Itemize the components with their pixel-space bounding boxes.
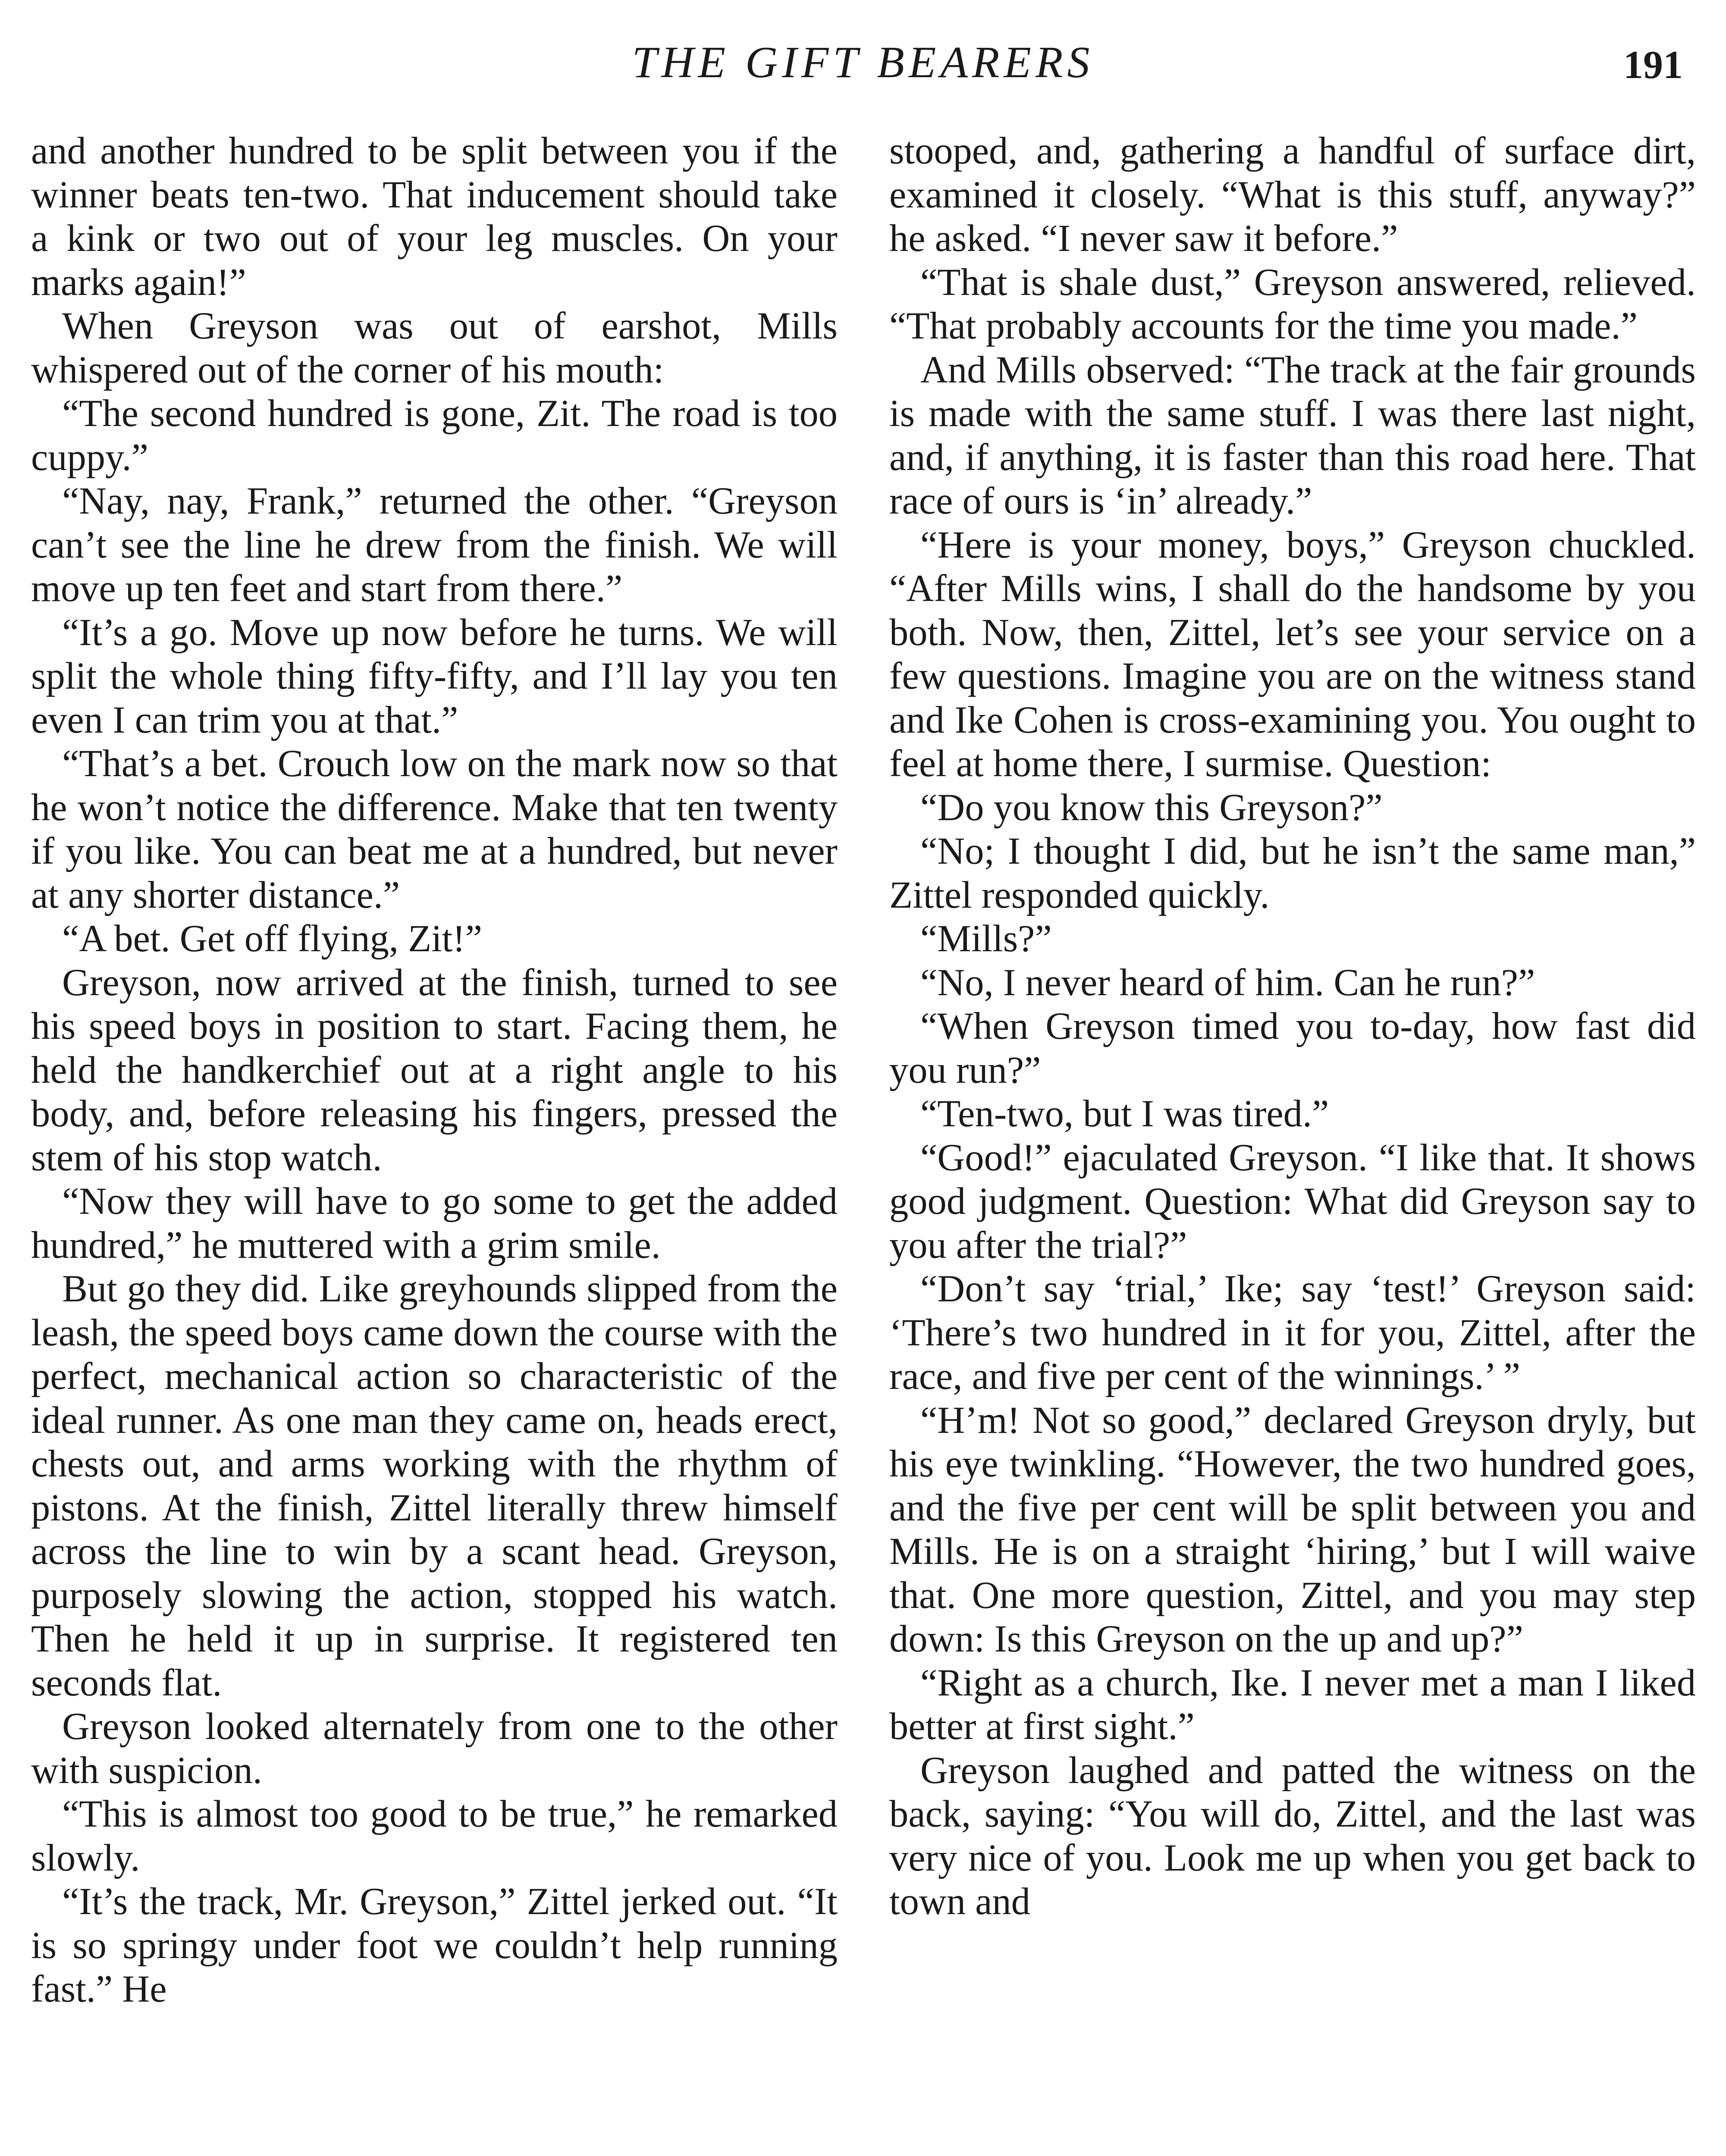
paragraph: When Greyson was out of earshot, Mills whispered out of the corner of his mouth:: [31, 305, 838, 391]
paragraph: stooped, and, gathering a handful of surface dirt, examined it closely. “What is this stuff, anyway?” he asked. “I never saw it before.”: [889, 130, 1696, 260]
page-number: 191: [1623, 43, 1683, 87]
paragraph: “This is almost too good to be true,” he remarked slowly.: [31, 1793, 838, 1879]
paragraph: “That is shale dust,” Greyson answered, relieved. “That probably accounts for the time you made.”: [889, 261, 1696, 347]
paragraph: “Nay, nay, Frank,” returned the other. “Greyson can’t see the line he drew from the finish. We will move up ten feet and start from there.”: [31, 480, 838, 610]
paragraph: “H’m! Not so good,” declared Greyson dryly, but his eye twinkling. “However, the two hundred goes, and the five per cent will be split between you and Mills. He is on a straight ‘hiring,’ but I will waive that. One more question, Zittel, and you may step down: Is this Greyson on the up and up?”: [889, 1399, 1696, 1660]
paragraph: “The second hundred is gone, Zit. The road is too cuppy.”: [31, 392, 838, 479]
paragraph: “Don’t say ‘trial,’ Ike; say ‘test!’ Greyson said: ‘There’s two hundred in it for you, Zittel, after the race, and five per cent of the winnings.’ ”: [889, 1268, 1696, 1398]
paragraph: But go they did. Like greyhounds slipped from the leash, the speed boys came down the course with the perfect, mechanical action so characteristic of the ideal runner. As one man they came on, heads erect, chests out, and arms working with the rhythm of pistons. At the finish, Zittel literally threw himself across the line to win by a scant head. Greyson, purposely slowing the action, stopped his watch. Then he held it up in surprise. It registered ten seconds flat.: [31, 1268, 838, 1704]
paragraph: Greyson laughed and patted the witness on the back, saying: “You will do, Zittel, and the last was very nice of you. Look me up when you get back to town and: [889, 1749, 1696, 1923]
left-column: [31, 129, 838, 2012]
running-title: THE GIFT BEARERS: [632, 38, 1094, 87]
paragraph: “That’s a bet. Crouch low on the mark now so that he won’t notice the difference. Make that ten twenty if you like. You can beat me at a hundred, but never at any shorter distance.”: [31, 743, 838, 916]
paragraph: “Good!” ejaculated Greyson. “I like that. It shows good judgment. Question: What did Greyson say to you after the trial?”: [889, 1136, 1696, 1266]
paragraph: Greyson looked alternately from one to the other with suspicion.: [31, 1705, 838, 1792]
paragraph: “Ten-two, but I was tired.”: [920, 1093, 1329, 1135]
paragraph: “No; I thought I did, but he isn’t the same man,” Zittel responded quickly.: [889, 830, 1696, 916]
paragraph: “A bet. Get off flying, Zit!”: [62, 918, 483, 960]
paragraph: “Mills?”: [920, 918, 1052, 960]
paragraph: “Right as a church, Ike. I never met a man I liked better at first sight.”: [889, 1661, 1696, 1748]
paragraph: “It’s the track, Mr. Greyson,” Zittel jerked out. “It is so springy under foot we couldn’t help running fast.” He: [31, 1880, 838, 2010]
paragraph: Greyson, now arrived at the finish, turned to see his speed boys in position to start. Facing them, he held the handkerchief out at a right angle to his body, and, before releasing his fingers, pressed the stem of his stop watch.: [31, 961, 838, 1179]
paragraph: “No, I never heard of him. Can he run?”: [920, 961, 1535, 1004]
page-header: [0, 30, 1726, 95]
right-column: [889, 129, 1696, 1924]
paragraph: “When Greyson timed you to-day, how fast did you run?”: [889, 1005, 1696, 1091]
paragraph: And Mills observed: “The track at the fair grounds is made with the same stuff. I was there last night, and, if anything, it is faster than this road here. That race of ours is ‘in’ already.”: [889, 348, 1696, 522]
paragraph: “Do you know this Greyson?”: [920, 786, 1383, 829]
paragraph: “Here is your money, boys,” Greyson chuckled. “After Mills wins, I shall do the handsome by you both. Now, then, Zittel, let’s see your service on a few questions. Imagine you are on the witness stand and Ike Cohen is cross-examining you. You ought to feel at home there, I surmise. Question:: [889, 523, 1696, 785]
paragraph: “Now they will have to go some to get the added hundred,” he muttered with a grim smile.: [31, 1180, 838, 1266]
paragraph: and another hundred to be split between you if the winner beats ten-two. That inducement should take a kink or two out of your leg muscles. On your marks again!”: [31, 130, 838, 304]
paragraph: “It’s a go. Move up now before he turns. We will split the whole thing fifty-fifty, and I’ll lay you ten even I can trim you at that.”: [31, 611, 838, 741]
